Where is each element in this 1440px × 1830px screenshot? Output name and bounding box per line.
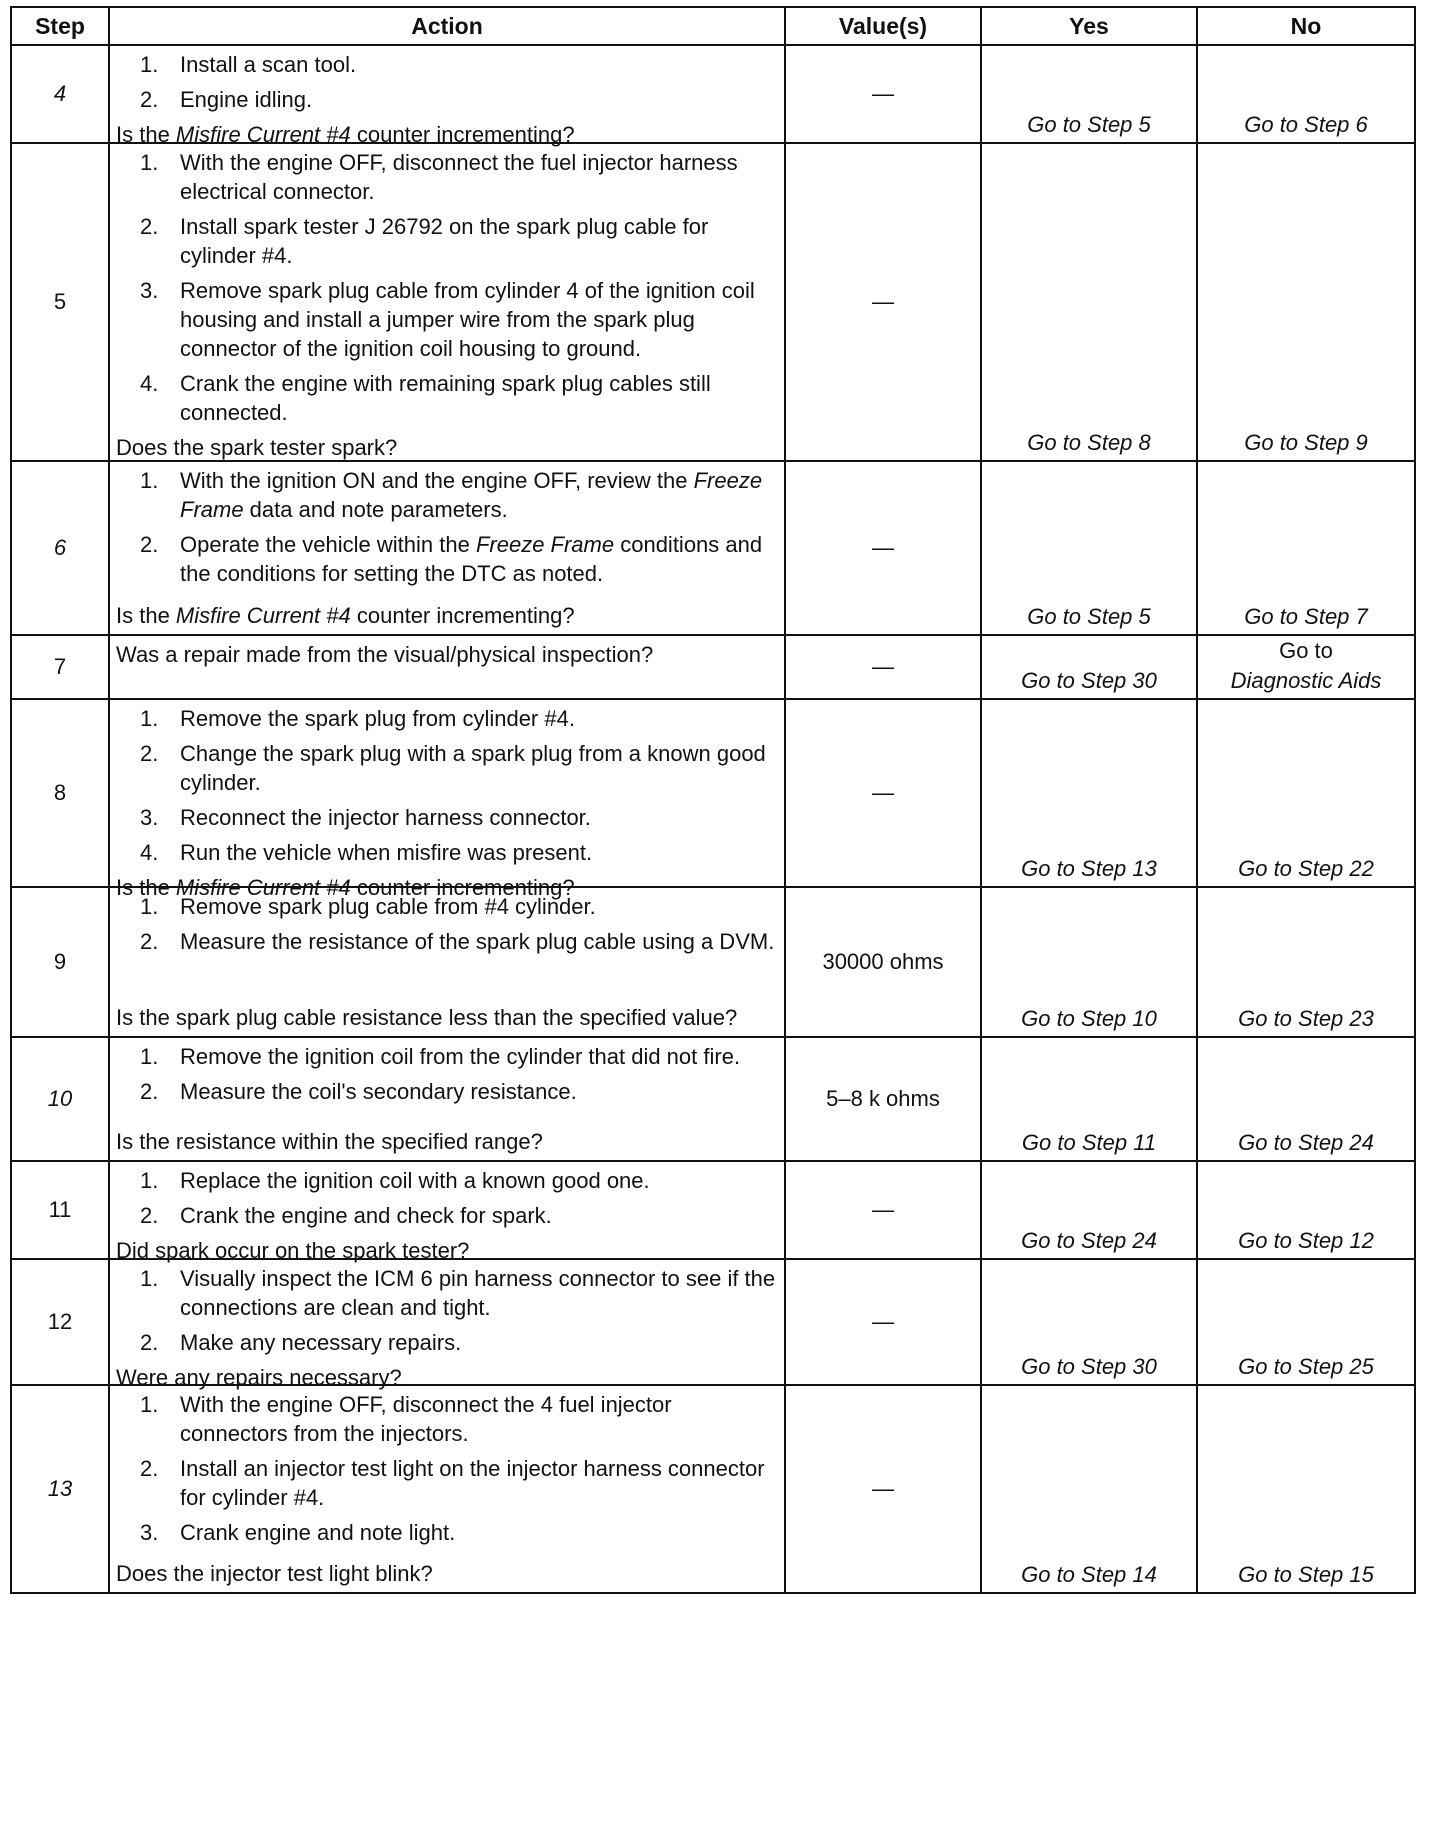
text-run: data and note parameters. bbox=[243, 497, 508, 522]
action-step-item bbox=[116, 85, 778, 114]
text-run: Was a repair made from the visual/physical inspection? bbox=[116, 642, 654, 667]
action-cell bbox=[109, 1259, 785, 1390]
action-step-item bbox=[116, 838, 778, 867]
action-cell bbox=[109, 1037, 785, 1161]
table-row bbox=[11, 1385, 1415, 1593]
value-cell: — bbox=[785, 461, 981, 635]
step-number: 4 bbox=[11, 45, 109, 143]
text-run: Does the injector test light blink? bbox=[116, 1561, 433, 1586]
action-step-number: 3. bbox=[140, 805, 159, 830]
action-step-item bbox=[116, 704, 778, 733]
text-run: Engine idling. bbox=[180, 87, 313, 112]
action-step-item bbox=[116, 50, 778, 79]
text-run: Install spark tester J 26792 on the spark plug cable for cylinder #4. bbox=[180, 214, 709, 268]
text-run: Is the bbox=[116, 603, 176, 628]
text-run: Replace the ignition coil with a known good one. bbox=[180, 1168, 650, 1193]
value-cell: — bbox=[785, 1161, 981, 1259]
text-run: With the engine OFF, disconnect the fuel injector harness electrical connector. bbox=[180, 150, 738, 204]
action-question bbox=[116, 120, 778, 149]
action-step-item bbox=[116, 1077, 778, 1106]
no-cell: Go to Step 25 bbox=[1197, 1259, 1415, 1385]
no-cell: Go to Step 24 bbox=[1197, 1037, 1415, 1161]
text-run: Is the resistance within the specified range? bbox=[116, 1129, 543, 1154]
yes-cell: Go to Step 13 bbox=[981, 699, 1197, 887]
action-step-number: 1. bbox=[140, 150, 159, 175]
text-run: counter incrementing? bbox=[350, 875, 575, 900]
value-cell: 5–8 k ohms bbox=[785, 1037, 981, 1161]
italic-term: Freeze Frame bbox=[180, 468, 763, 522]
action-step-item bbox=[116, 530, 778, 588]
no-goto-label: Go to bbox=[1279, 638, 1333, 663]
action-steps-list bbox=[116, 892, 778, 962]
italic-term: Misfire Current #4 bbox=[175, 875, 351, 900]
step-number: 8 bbox=[11, 699, 109, 887]
action-step-item bbox=[116, 1328, 778, 1357]
text-run: Is the spark plug cable resistance less than the specified value? bbox=[116, 1005, 738, 1030]
action-step-number: 3. bbox=[140, 278, 159, 303]
yes-cell: Go to Step 30 bbox=[981, 1259, 1197, 1385]
action-steps-list bbox=[116, 148, 778, 433]
italic-term: Freeze Frame bbox=[475, 532, 615, 557]
action-step-number: 1. bbox=[140, 1044, 159, 1069]
action-question bbox=[116, 601, 778, 630]
action-step-number: 1. bbox=[140, 1392, 159, 1417]
action-step-item bbox=[116, 1390, 778, 1448]
action-step-number: 2. bbox=[140, 741, 159, 766]
text-run: Remove spark plug cable from #4 cylinder. bbox=[180, 894, 596, 919]
action-step-number: 2. bbox=[140, 1330, 159, 1355]
action-step-item bbox=[116, 1518, 778, 1547]
action-question bbox=[116, 640, 778, 669]
text-run: Crank engine and note light. bbox=[180, 1520, 456, 1545]
text-run: With the engine OFF, disconnect the 4 fuel injector connectors from the injectors. bbox=[180, 1392, 672, 1446]
action-steps-list bbox=[116, 704, 778, 873]
text-run: Did spark occur on the spark tester? bbox=[116, 1238, 470, 1263]
action-step-number: 4. bbox=[140, 371, 159, 396]
action-step-item bbox=[116, 276, 778, 363]
yes-cell: Go to Step 10 bbox=[981, 887, 1197, 1037]
text-run: counter incrementing? bbox=[350, 122, 575, 147]
italic-term: Misfire Current #4 bbox=[175, 603, 351, 628]
yes-cell: Go to Step 30 bbox=[981, 635, 1197, 699]
action-cell bbox=[109, 1385, 785, 1593]
action-step-item bbox=[116, 1201, 778, 1230]
step-number: 6 bbox=[11, 461, 109, 635]
text-run: conditions and the conditions for setting the DTC as noted. bbox=[180, 532, 763, 586]
no-cell: Go to Step 22 bbox=[1197, 699, 1415, 887]
action-step-item bbox=[116, 148, 778, 206]
step-number: 11 bbox=[11, 1161, 109, 1259]
action-step-number: 2. bbox=[140, 87, 159, 112]
text-run: Install a scan tool. bbox=[180, 52, 357, 77]
text-run: Reconnect the injector harness connector. bbox=[180, 805, 591, 830]
table-row bbox=[11, 1259, 1415, 1385]
step-number: 12 bbox=[11, 1259, 109, 1385]
step-number: 7 bbox=[11, 635, 109, 699]
header-row bbox=[11, 7, 1415, 45]
value-cell: 30000 ohms bbox=[785, 887, 981, 1037]
text-run: Make any necessary repairs. bbox=[180, 1330, 462, 1355]
text-run: Measure the resistance of the spark plug cable using a DVM. bbox=[180, 929, 775, 954]
diagnostic-table bbox=[10, 6, 1416, 1594]
action-cell bbox=[109, 1161, 785, 1263]
text-run: Run the vehicle when misfire was present. bbox=[180, 840, 593, 865]
action-steps-list bbox=[116, 1166, 778, 1236]
action-step-number: 1. bbox=[140, 894, 159, 919]
action-step-item bbox=[116, 1166, 778, 1195]
table-row bbox=[11, 1161, 1415, 1259]
text-run: Measure the coil's secondary resistance. bbox=[180, 1079, 577, 1104]
table-row bbox=[11, 45, 1415, 143]
table-row bbox=[11, 461, 1415, 635]
action-step-item bbox=[116, 927, 778, 956]
no-cell: Go to Step 12 bbox=[1197, 1161, 1415, 1259]
text-run: Were any repairs necessary? bbox=[116, 1365, 402, 1390]
table-row bbox=[11, 635, 1415, 699]
text-run: counter incrementing? bbox=[350, 603, 575, 628]
table-row bbox=[11, 887, 1415, 1037]
yes-cell: Go to Step 11 bbox=[981, 1037, 1197, 1161]
action-cell bbox=[109, 887, 785, 1037]
step-number: 9 bbox=[11, 887, 109, 1037]
action-question bbox=[116, 1127, 778, 1156]
value-cell: — bbox=[785, 635, 981, 699]
action-steps-list bbox=[116, 1042, 778, 1112]
text-run: Does the spark tester spark? bbox=[116, 435, 398, 460]
no-goto-target: Diagnostic Aids bbox=[1230, 668, 1382, 693]
header-step: Step bbox=[11, 7, 109, 45]
yes-cell: Go to Step 14 bbox=[981, 1385, 1197, 1593]
action-question bbox=[116, 1363, 778, 1392]
italic-term: Misfire Current #4 bbox=[175, 122, 351, 147]
action-step-number: 1. bbox=[140, 1168, 159, 1193]
action-step-number: 3. bbox=[140, 1520, 159, 1545]
action-cell bbox=[109, 143, 785, 461]
action-question bbox=[116, 1003, 778, 1032]
action-step-item bbox=[116, 1264, 778, 1322]
value-cell: — bbox=[785, 1385, 981, 1593]
action-step-number: 4. bbox=[140, 840, 159, 865]
table-body bbox=[11, 45, 1415, 1593]
action-cell bbox=[109, 699, 785, 900]
action-cell bbox=[109, 635, 785, 699]
text-run: Remove the spark plug from cylinder #4. bbox=[180, 706, 575, 731]
action-step-number: 1. bbox=[140, 1266, 159, 1291]
text-run: Change the spark plug with a spark plug from a known good cylinder. bbox=[180, 741, 766, 795]
no-cell: Go to Step 7 bbox=[1197, 461, 1415, 635]
text-run: Is the bbox=[116, 875, 176, 900]
action-step-number: 2. bbox=[140, 1456, 159, 1481]
yes-cell: Go to Step 5 bbox=[981, 461, 1197, 635]
value-cell: — bbox=[785, 699, 981, 887]
header-values: Value(s) bbox=[785, 7, 981, 45]
action-steps-list bbox=[116, 50, 778, 120]
action-step-item bbox=[116, 466, 778, 524]
action-step-number: 1. bbox=[140, 706, 159, 731]
text-run: Crank the engine and check for spark. bbox=[180, 1203, 552, 1228]
action-step-item bbox=[116, 892, 778, 921]
header-no: No bbox=[1197, 7, 1415, 45]
value-cell: — bbox=[785, 45, 981, 143]
action-step-number: 2. bbox=[140, 214, 159, 239]
yes-cell: Go to Step 5 bbox=[981, 45, 1197, 143]
action-steps-list bbox=[116, 1390, 778, 1553]
action-step-item bbox=[116, 1042, 778, 1071]
text-run: Visually inspect the ICM 6 pin harness connector to see if the connections are clean and tight. bbox=[180, 1266, 776, 1320]
step-number: 13 bbox=[11, 1385, 109, 1593]
yes-cell: Go to Step 8 bbox=[981, 143, 1197, 461]
action-question bbox=[116, 1236, 778, 1265]
no-cell: Go to Step 23 bbox=[1197, 887, 1415, 1037]
action-step-number: 2. bbox=[140, 1079, 159, 1104]
yes-cell: Go to Step 24 bbox=[981, 1161, 1197, 1259]
no-cell: Go to Step 15 bbox=[1197, 1385, 1415, 1593]
action-step-item bbox=[116, 739, 778, 797]
step-number: 10 bbox=[11, 1037, 109, 1161]
action-cell bbox=[109, 461, 785, 635]
action-question bbox=[116, 433, 778, 462]
action-step-number: 2. bbox=[140, 532, 159, 557]
text-run: Crank the engine with remaining spark plug cables still connected. bbox=[180, 371, 711, 425]
action-step-number: 1. bbox=[140, 468, 159, 493]
action-step-number: 1. bbox=[140, 52, 159, 77]
text-run: Remove the ignition coil from the cylinder that did not fire. bbox=[180, 1044, 741, 1069]
text-run: Remove spark plug cable from cylinder 4 of the ignition coil housing and install a jumper wire from the spark plug connector of the ignition coil housing to ground. bbox=[180, 278, 755, 361]
diagnostic-table-page bbox=[10, 6, 1414, 1816]
action-step-number: 2. bbox=[140, 1203, 159, 1228]
value-cell: — bbox=[785, 1259, 981, 1385]
action-step-item bbox=[116, 369, 778, 427]
text-run: Operate the vehicle within the bbox=[180, 532, 476, 557]
text-run: With the ignition ON and the engine OFF, review the bbox=[180, 468, 694, 493]
action-step-item bbox=[116, 212, 778, 270]
header-action: Action bbox=[109, 7, 785, 45]
table-row bbox=[11, 1037, 1415, 1161]
action-cell bbox=[109, 45, 785, 147]
action-question bbox=[116, 1559, 778, 1588]
no-cell bbox=[1197, 635, 1415, 699]
action-steps-list bbox=[116, 1264, 778, 1363]
action-step-number: 2. bbox=[140, 929, 159, 954]
no-cell: Go to Step 6 bbox=[1197, 45, 1415, 143]
action-steps-list bbox=[116, 466, 778, 594]
header-yes: Yes bbox=[981, 7, 1197, 45]
step-number: 5 bbox=[11, 143, 109, 461]
value-cell: — bbox=[785, 143, 981, 461]
table-row bbox=[11, 699, 1415, 887]
text-run: Install an injector test light on the injector harness connector for cylinder #4. bbox=[180, 1456, 765, 1510]
action-step-item bbox=[116, 803, 778, 832]
action-step-item bbox=[116, 1454, 778, 1512]
no-cell: Go to Step 9 bbox=[1197, 143, 1415, 461]
text-run: Is the bbox=[116, 122, 176, 147]
table-row bbox=[11, 143, 1415, 461]
